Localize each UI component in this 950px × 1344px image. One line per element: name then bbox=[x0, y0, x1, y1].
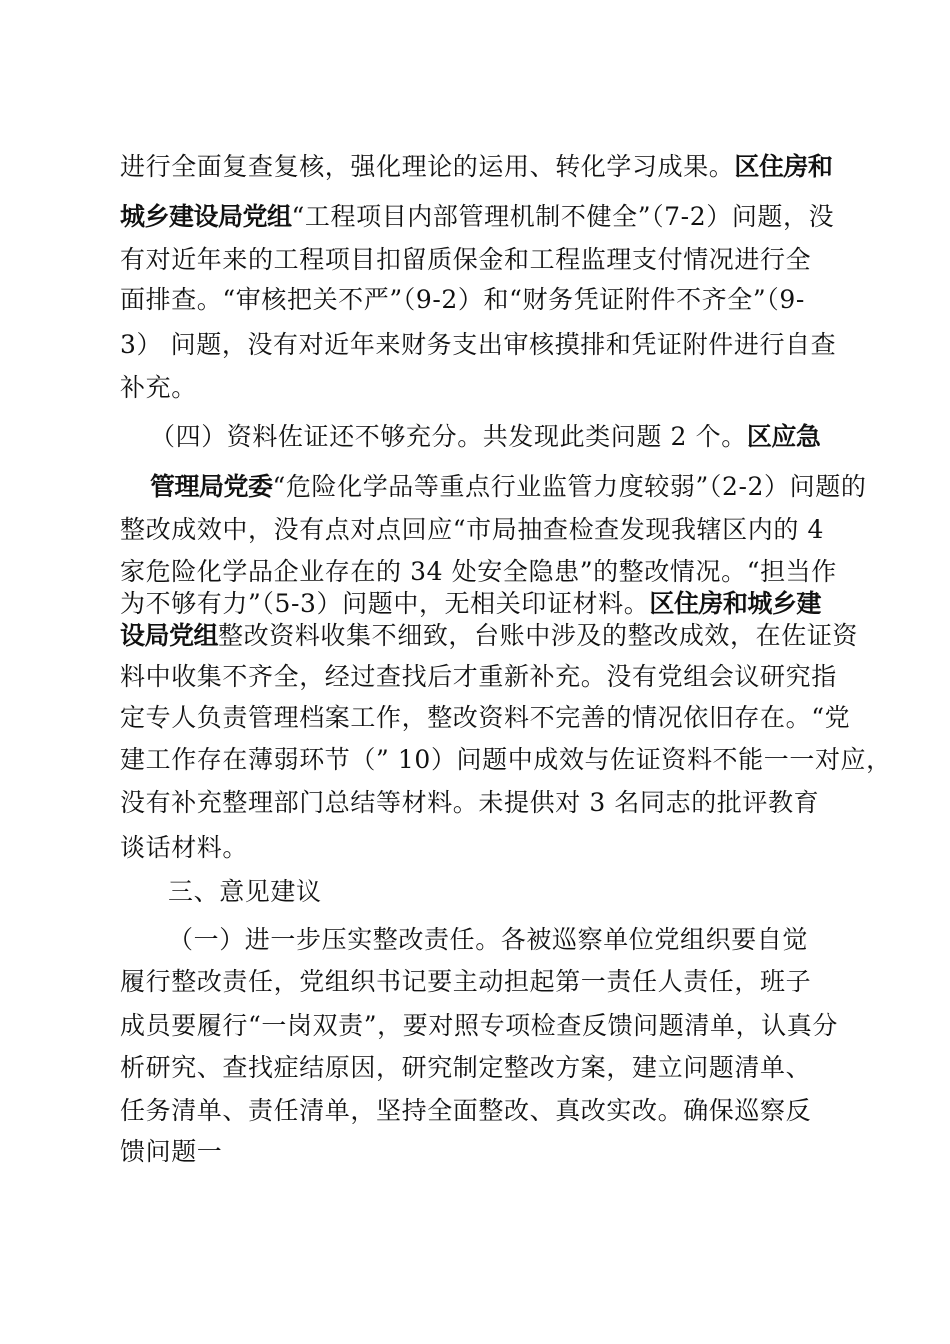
text-segment: 建工作存在薄弱环节（” 10）问题中成效与佐证资料不能一一对应， bbox=[120, 745, 892, 774]
text-segment: 谈话材料。 bbox=[120, 833, 249, 862]
paragraph-line bbox=[120, 557, 837, 587]
bold-unit-name: 设局党组 bbox=[120, 621, 219, 650]
text-segment: （一）进一步压实整改责任。各被巡察单位党组织要自觉 bbox=[168, 925, 809, 954]
paragraph-line bbox=[120, 285, 805, 315]
bold-unit-name: 区应急 bbox=[746, 422, 821, 451]
text-segment: 馈问题一 bbox=[120, 1137, 223, 1166]
text-segment: 析研究、查找症结原因，研究制定整改方案，建立问题清单、 bbox=[120, 1053, 812, 1082]
text-segment: 没有补充整理部门总结等材料。未提供对 3 名同志的批评教育 bbox=[120, 788, 820, 817]
paragraph-line bbox=[120, 833, 248, 863]
paragraph-line bbox=[120, 703, 850, 733]
bold-unit-name: 区住房和城乡建 bbox=[649, 589, 821, 618]
paragraph-line bbox=[120, 373, 197, 403]
text-segment: 整改成效中，没有点对点回应“市局抽查检查发现我辖区内的 4 bbox=[120, 515, 825, 544]
paragraph-line bbox=[120, 662, 837, 692]
paragraph-line bbox=[168, 877, 322, 907]
text-segment: 面排查。“审核把关不严”（9-2）和“财务凭证附件不齐全”（9- bbox=[120, 285, 805, 314]
text-segment: “工程项目内部管理机制不健全”（7-2）问题，没 bbox=[291, 202, 835, 231]
paragraph-line bbox=[150, 422, 820, 452]
paragraph-line bbox=[120, 515, 824, 545]
bold-unit-name: 城乡建设局党组 bbox=[120, 202, 292, 231]
text-segment: 任务清单、责任清单，坚持全面整改、真改实改。确保巡察反 bbox=[120, 1096, 812, 1125]
text-segment: 家危险化学品企业存在的 34 处安全隐患”的整改情况。“担当作 bbox=[120, 557, 837, 586]
text-segment: 进行全面复查复核，强化理论的运用、转化学习成果。 bbox=[120, 152, 735, 181]
paragraph-line bbox=[120, 152, 832, 182]
paragraph-line bbox=[120, 589, 821, 619]
text-segment: （四）资料佐证还不够充分。共发现此类问题 2 个。 bbox=[150, 422, 747, 451]
text-segment: 3） 问题，没有对近年来财务支出审核摸排和凭证附件进行自查 bbox=[120, 330, 837, 359]
paragraph-line bbox=[120, 621, 858, 651]
paragraph-line bbox=[120, 202, 834, 232]
paragraph-line bbox=[120, 1096, 811, 1126]
paragraph-line bbox=[168, 925, 808, 955]
bold-unit-name: 管理局党委 bbox=[150, 472, 273, 501]
paragraph-line bbox=[120, 330, 836, 360]
paragraph-line bbox=[120, 1137, 222, 1167]
text-segment: 三、意见建议 bbox=[168, 877, 322, 906]
paragraph-line bbox=[120, 1053, 811, 1083]
text-segment: “危险化学品等重点行业监管力度较弱”（2-2）问题的 bbox=[272, 472, 867, 501]
text-segment: 补充。 bbox=[120, 373, 197, 402]
paragraph-line bbox=[120, 967, 811, 997]
text-segment: 有对近年来的工程项目扣留质保金和工程监理支付情况进行全 bbox=[120, 245, 812, 274]
bold-unit-name: 区住房和 bbox=[734, 152, 833, 181]
paragraph-line bbox=[120, 1011, 838, 1041]
paragraph-line bbox=[150, 472, 866, 502]
text-segment: 定专人负责管理档案工作，整改资料不完善的情况依旧存在。“党 bbox=[120, 703, 851, 732]
paragraph-line bbox=[120, 245, 811, 275]
text-segment: 为不够有力”（5-3）问题中，无相关印证材料。 bbox=[120, 589, 650, 618]
text-segment: 料中收集不齐全，经过查找后才重新补充。没有党组会议研究指 bbox=[120, 662, 837, 691]
text-segment: 履行整改责任，党组织书记要主动担起第一责任人责任，班子 bbox=[120, 967, 812, 996]
paragraph-line bbox=[120, 745, 892, 775]
text-segment: 成员要履行“一岗双责”，要对照专项检查反馈问题清单，认真分 bbox=[120, 1011, 838, 1040]
paragraph-line bbox=[120, 788, 819, 818]
text-segment: 整改资料收集不细致，台账中涉及的整改成效，在佐证资 bbox=[218, 621, 859, 650]
